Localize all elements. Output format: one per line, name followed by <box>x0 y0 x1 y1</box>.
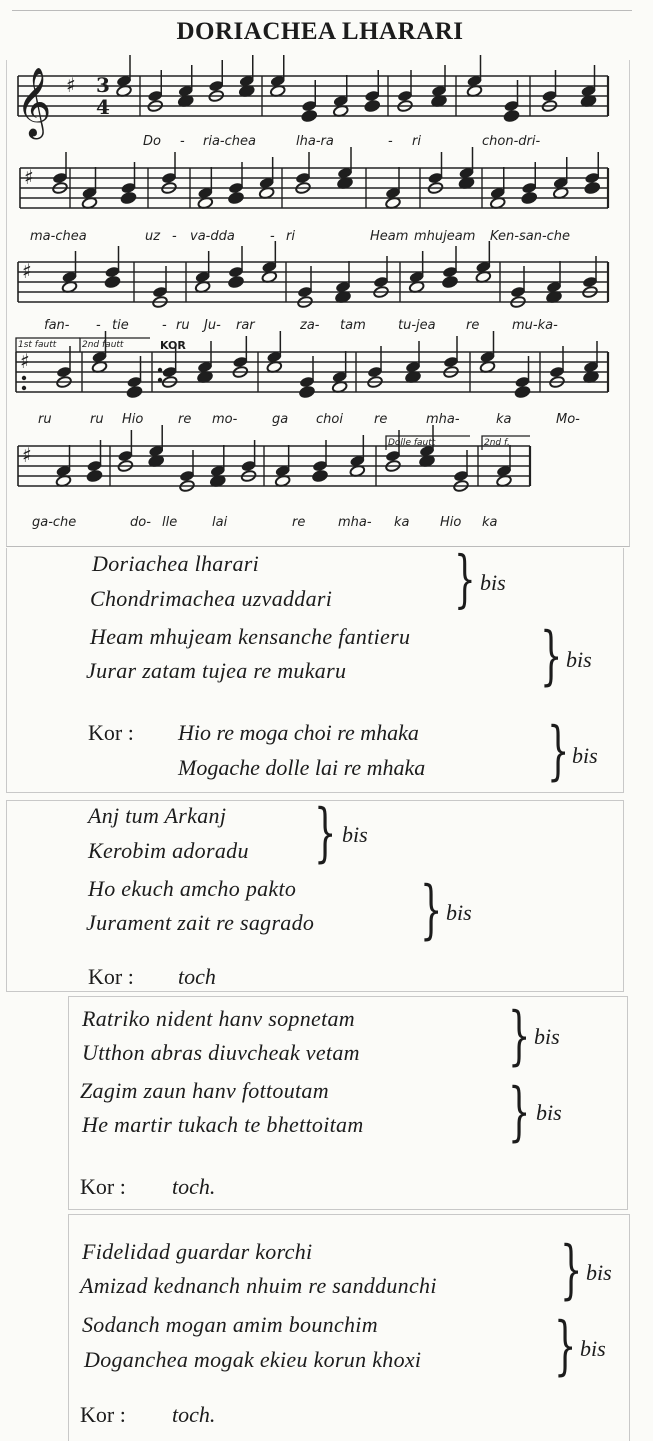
sharp-icon: ♯ <box>24 165 34 189</box>
notehead <box>104 276 120 289</box>
verse-line: Kerobim adoradu <box>88 838 249 863</box>
brace-icon: } <box>554 1309 577 1383</box>
notehead <box>503 110 519 123</box>
lyric: - <box>270 229 275 244</box>
lyric: Heam <box>370 229 409 244</box>
repeat-mark: bis <box>572 743 598 768</box>
lyric: lha-ra <box>296 134 334 149</box>
brace-icon: } <box>508 1075 531 1149</box>
lyric: chon-dri- <box>482 134 541 149</box>
brace-icon: } <box>547 714 570 788</box>
notehead <box>228 276 244 289</box>
lyric: tu-jea <box>398 318 436 333</box>
lyric: - <box>180 134 185 149</box>
verse-line: Doriachea lharari <box>92 551 260 576</box>
sharp-icon: ♯ <box>22 443 32 467</box>
lyric: Ken-san-che <box>490 229 571 244</box>
kor-label: Kor : <box>88 964 134 989</box>
kor-line: toch. <box>172 1174 216 1199</box>
lyric: mha- <box>426 412 460 427</box>
lyric: ka <box>394 515 410 530</box>
verse-line: Ratriko nident hanv sopnetam <box>82 1006 355 1031</box>
lyric: - <box>96 318 101 333</box>
lyric: lle <box>162 515 178 530</box>
lyric: ru <box>38 412 52 427</box>
sharp-icon: ♯ <box>22 259 32 283</box>
volta-second-short: 2nd f. <box>484 438 510 448</box>
lyric: ga <box>272 412 289 427</box>
lyric: tam <box>340 318 366 333</box>
lyric: ri <box>286 229 295 244</box>
notehead <box>442 276 458 289</box>
kor-label: Kor : <box>80 1402 126 1427</box>
repeat-dot <box>158 368 162 372</box>
lyric: ru <box>90 412 104 427</box>
brace-icon: } <box>314 796 337 870</box>
lyric: tie <box>112 318 129 333</box>
lyric: - <box>388 134 393 149</box>
repeat-mark: bis <box>342 822 368 847</box>
notehead <box>514 386 530 399</box>
lyric: va-dda <box>190 229 235 244</box>
repeat-dot <box>22 386 26 390</box>
verse-line: Doganchea mogak ekieu korun khoxi <box>84 1347 422 1372</box>
kor-line: toch. <box>172 1402 216 1427</box>
notehead <box>120 192 136 205</box>
verse-line: Sodanch mogan amim bounchim <box>82 1312 378 1337</box>
verse-line: Chondrimachea uzvaddari <box>90 586 333 611</box>
kor-line: Hio re moga choi re mhaka <box>178 720 419 745</box>
repeat-mark: bis <box>580 1336 606 1361</box>
volta-first: 1st fautt <box>18 340 57 350</box>
lyric: mo- <box>212 412 238 427</box>
brace-icon: } <box>540 619 563 693</box>
verse-line: Fidelidad guardar korchi <box>82 1239 313 1264</box>
brace-icon: } <box>454 542 476 615</box>
lyric: Ju- <box>204 318 221 333</box>
verse-line: Heam mhujeam kensanche fantieru <box>90 624 411 649</box>
verse-line: Anj tum Arkanj <box>88 803 227 828</box>
lyric: re <box>374 412 388 427</box>
lyric: ru <box>176 318 190 333</box>
repeat-mark: bis <box>536 1100 562 1125</box>
brace-icon: } <box>560 1233 583 1307</box>
lyric: re <box>466 318 480 333</box>
treble-clef-icon: 𝄞 <box>16 67 52 137</box>
kor-label: Kor : <box>88 720 134 745</box>
repeat-mark: bis <box>534 1024 560 1049</box>
notehead <box>584 182 600 195</box>
lyric: re <box>178 412 192 427</box>
lyric: ga-che <box>32 515 77 530</box>
verse-line: He martir tukach te bhettoitam <box>82 1112 364 1137</box>
time-signature-top: 3 <box>96 73 110 97</box>
lyric: fan- <box>44 318 70 333</box>
volta-dolle: Dolle fautt <box>388 438 436 448</box>
lyric: do- <box>130 515 151 530</box>
notehead <box>521 192 537 205</box>
repeat-mark: bis <box>586 1260 612 1285</box>
notehead <box>299 386 315 399</box>
lyric: Do <box>143 134 161 149</box>
lyric: mu-ka- <box>512 318 558 333</box>
song-title: DORIACHEA LHARARI <box>176 18 464 45</box>
verse-line: Utthon abras diuvcheak vetam <box>82 1040 360 1065</box>
music-score <box>0 0 653 548</box>
lyric: uz <box>145 229 161 244</box>
notehead <box>228 192 244 205</box>
brace-icon: } <box>420 873 443 947</box>
notehead <box>312 470 328 483</box>
kor-label: Kor : <box>80 1174 126 1199</box>
lyric: - <box>162 318 167 333</box>
verse-line: Ho ekuch amcho pakto <box>88 876 297 901</box>
lyric: ma-chea <box>30 229 87 244</box>
lyric: choi <box>316 412 343 427</box>
lyric: za- <box>300 318 320 333</box>
verse-line: Jurament zait re sagrado <box>86 910 315 935</box>
repeat-dot <box>22 376 26 380</box>
repeat-dot <box>158 378 162 382</box>
lyric: Hio <box>122 412 144 427</box>
lyric: mha- <box>338 515 372 530</box>
lyric: ria-chea <box>203 134 256 149</box>
lyric: lai <box>212 515 228 530</box>
repeat-mark: bis <box>446 900 472 925</box>
lyric: Hio <box>440 515 462 530</box>
kor-line: toch <box>178 964 216 989</box>
lyric: ka <box>496 412 512 427</box>
lyric: mhujeam <box>414 229 476 244</box>
repeat-mark: bis <box>480 570 506 595</box>
verse-line: Amizad kednanch nhuim re sanddunchi <box>80 1273 437 1298</box>
repeat-mark: bis <box>566 647 592 672</box>
sharp-icon: ♯ <box>20 349 30 373</box>
notehead <box>86 470 102 483</box>
kor-marker: KOR <box>160 339 186 352</box>
lyric: ka <box>482 515 498 530</box>
lyric: rar <box>236 318 255 333</box>
verse-line: Zagim zaun hanv fottoutam <box>80 1078 329 1103</box>
notehead <box>301 110 317 123</box>
verse-line: Jurar zatam tujea re mukaru <box>86 658 347 683</box>
time-signature-bottom: 4 <box>96 95 110 119</box>
volta-second: 2nd fautt <box>82 340 124 350</box>
brace-icon: } <box>508 999 531 1073</box>
lyric: - <box>172 229 177 244</box>
notehead <box>126 386 142 399</box>
notehead <box>364 100 380 113</box>
sharp-icon: ♯ <box>66 73 76 97</box>
lyric: Mo- <box>556 412 580 427</box>
lyric: re <box>292 515 306 530</box>
kor-line: Mogache dolle lai re mhaka <box>178 755 426 780</box>
lyric: ri <box>412 134 421 149</box>
